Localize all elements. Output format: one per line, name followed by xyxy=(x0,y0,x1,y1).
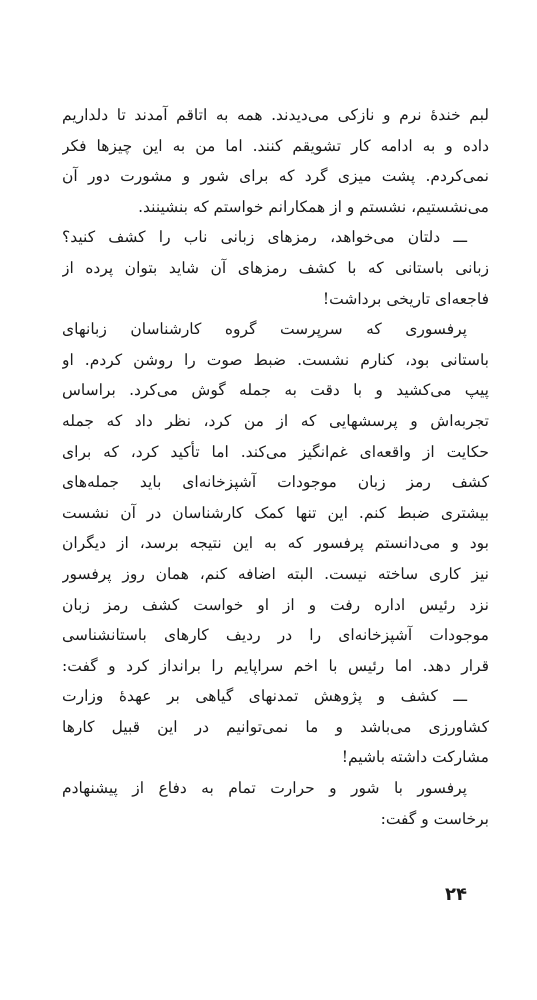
text-line: ـــ دلتان می‌خواهد، رمزهای زبانی ناب را کشف کنید؟ xyxy=(62,228,467,247)
text-line: پرفسوری که سرپرست گروه کارشناسان زبانهای xyxy=(62,320,467,339)
text-line: ـــ کشف و پژوهش تمدنهای گیاهی بر عهدۀ وزارت xyxy=(62,687,467,706)
text-line: می‌نشستیم، نشستم و از همکارانم خواستم که بنشینند. xyxy=(138,197,489,216)
text-line: بود و می‌دانستم پرفسور که به این نتیجه برسد، از دیگران xyxy=(62,534,489,553)
text-line: حکایت از واقعه‌ای غم‌انگیز می‌کند. اما تأکید کرد، که برای xyxy=(62,442,489,461)
text-line: موجودات آشپزخانه‌ای را در ردیف کارهای باستانشناسی xyxy=(62,626,489,645)
text-line: زبانی باستانی که با کشف رمزهای آن شاید بتوان پرده از xyxy=(62,258,489,277)
text-line: باستانی بود، کنارم نشست. ضبط صوت را روشن کردم. او xyxy=(62,350,489,369)
text-line: لبم خندۀ نرم و نازکی می‌دیدند. همه به اتاقم آمدند تا دلداریم xyxy=(62,106,489,124)
text-line: مشارکت داشته باشیم! xyxy=(341,748,489,767)
text-line: تجربه‌اش و پرسشهایی که از من کرد، نظر داد که جمله xyxy=(62,411,489,430)
text-line: قرار دهد. اما رئیس با اخم سراپایم را برانداز کرد و گفت: xyxy=(62,656,489,675)
text-line: نزد رئیس اداره رفت و از او خواست کشف رمز زبان xyxy=(62,595,489,614)
text-line: پیپ می‌کشید و با دقت به جمله گوش می‌کرد. براساس xyxy=(62,381,489,400)
text-line: کشاورزی می‌باشد و ما نمی‌توانیم در این قبیل کارها xyxy=(62,717,489,736)
text-line: برخاست و گفت: xyxy=(380,809,489,828)
text-line: فاجعه‌ای تاریخی برداشت! xyxy=(322,289,489,308)
text-line: بیشتری ضبط کنم. این تنها کمک کارشناسان در آن نشست xyxy=(62,503,489,522)
text-line: پرفسور با شور و حرارت تمام به دفاع از پیشنهادم xyxy=(62,779,467,798)
text-line: داده و به ادامه کار تشویقم کنند. اما من به این چیزها فکر xyxy=(62,136,489,155)
text-line: نمی‌کردم. پشت میزی گرد که برای شور و مشورت دور آن xyxy=(62,167,489,186)
text-line: کشف رمز زبان موجودات آشپزخانه‌ای باید جمله‌های xyxy=(62,473,489,492)
body-text xyxy=(62,100,489,834)
text-line: نیز کاری ساخته نیست. البته اضافه کنم، همان روز پرفسور xyxy=(62,564,489,583)
page-number: ۲۴ xyxy=(445,884,467,905)
